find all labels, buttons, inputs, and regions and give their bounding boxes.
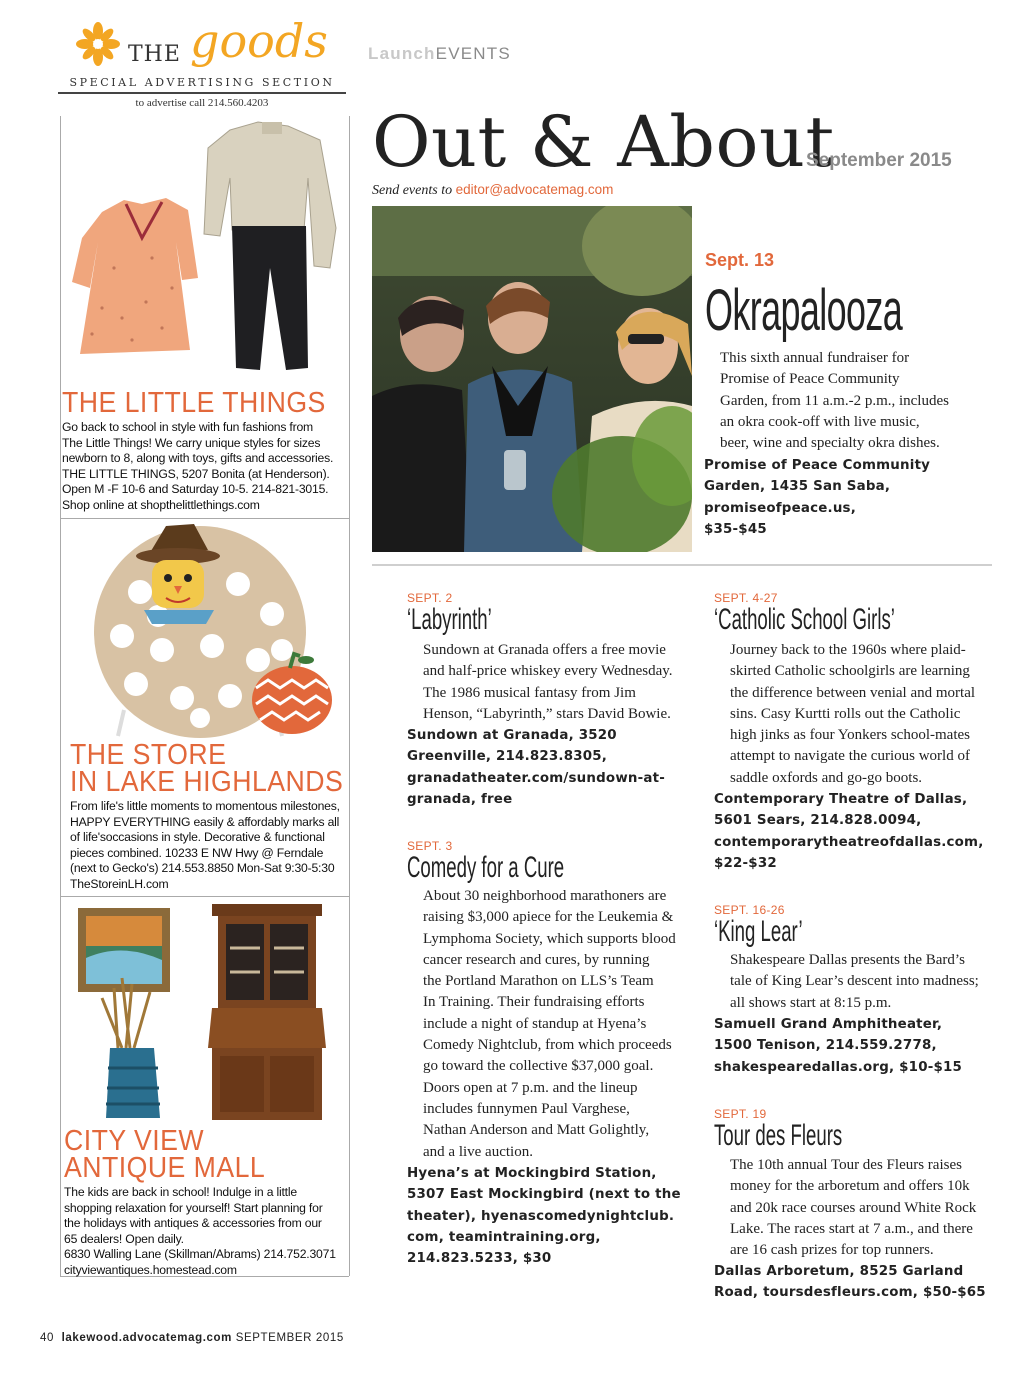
event-venue bbox=[714, 1261, 1014, 1304]
ad-body-line: HAPPY EVERYTHING easily & affordably marks all bbox=[70, 814, 340, 829]
feature-separator bbox=[372, 564, 992, 566]
desc-line: sins. Casy Kurtti rolls out the Catholic bbox=[730, 705, 961, 722]
event-date: SEPT. 3 bbox=[407, 839, 453, 853]
venue-line: $35-$45 bbox=[704, 521, 767, 537]
event-venue bbox=[714, 789, 1014, 874]
venue-line[interactable]: granadatheater.com/sundown-at- bbox=[407, 770, 665, 786]
ad-body-line: of life'soccasions in style. Decorative & functional bbox=[70, 830, 325, 845]
feature-description bbox=[720, 348, 1000, 454]
ad-store-lake-highlands[interactable] bbox=[70, 739, 346, 893]
event-description bbox=[730, 950, 1018, 1014]
ad-body-line: cityviewantiques.homestead.com bbox=[64, 1262, 237, 1277]
desc-line: About 30 neighborhood marathoners are bbox=[423, 888, 667, 904]
sidebar-divider bbox=[60, 518, 349, 519]
ad-body-line: (next to Gecko's) 214.553.8850 Mon-Sat 9:30-5:30 bbox=[70, 861, 335, 876]
send-events-email-link[interactable]: editor@advocatemag.com bbox=[455, 182, 614, 197]
plate-image bbox=[62, 520, 346, 740]
event-venue bbox=[407, 725, 703, 810]
desc-line: raising $3,000 apiece for the Leukemia & bbox=[423, 909, 674, 926]
event-venue bbox=[714, 1014, 1014, 1078]
sidebar-divider bbox=[60, 896, 349, 897]
section-label: SPECIAL ADVERTISING SECTION bbox=[69, 76, 335, 89]
venue-line: Greenville, 214.823.8305, bbox=[407, 749, 608, 765]
ad-body bbox=[70, 799, 346, 893]
sidebar-top-rule bbox=[58, 92, 346, 94]
feature-photo bbox=[372, 206, 692, 552]
venue-line[interactable]: promiseofpeace.us, bbox=[704, 500, 857, 516]
event-description bbox=[730, 640, 1018, 789]
venue-line: Hyena’s at Mockingbird Station, bbox=[407, 1166, 657, 1181]
event-date: SEPT. 19 bbox=[714, 1107, 767, 1121]
ad-title: ANTIQUE MALL bbox=[64, 1152, 266, 1184]
ad-body bbox=[62, 420, 346, 514]
advertise-line: to advertise call 214.560.4203 bbox=[135, 97, 269, 109]
event-title: ‘Catholic School Girls’ bbox=[714, 603, 895, 636]
kicker-events: EVENTS bbox=[435, 44, 511, 63]
send-events-line bbox=[372, 182, 613, 199]
ad-body-line: From life's little moments to momentous milestones, bbox=[70, 799, 340, 813]
clothing-image bbox=[62, 118, 346, 390]
footer-site-link[interactable]: lakewood.advocatemag.com bbox=[61, 1332, 232, 1344]
feature-date: Sept. 13 bbox=[705, 250, 775, 270]
ad-title: IN LAKE HIGHLANDS bbox=[70, 766, 344, 798]
antiques-image bbox=[62, 898, 346, 1126]
event-title: Comedy for a Cure bbox=[407, 851, 565, 884]
ad-body-line: pieces combined. 10233 E NW Hwy @ Ferndale bbox=[70, 845, 324, 860]
desc-line: and half-price whiskey every Wednesday. bbox=[423, 663, 673, 680]
desc-line: This sixth annual fundraiser for bbox=[720, 350, 910, 366]
brand-goods: goods bbox=[190, 14, 328, 68]
event-title: Tour des Fleurs bbox=[714, 1119, 843, 1152]
flower-icon bbox=[76, 22, 120, 66]
desc-line: Lake. The races start at 7 a.m., and there bbox=[730, 1220, 973, 1237]
ad-body-line: Open M -F 10-6 and Saturday 10-5. 214-821-3015. bbox=[62, 482, 329, 497]
issue-date: September 2015 bbox=[806, 150, 952, 171]
venue-line: 5601 Sears, 214.828.0094, bbox=[714, 813, 922, 829]
ad-title: THE STORE bbox=[70, 739, 227, 771]
desc-line: Comedy Nightclub, from which proceeds bbox=[423, 1037, 672, 1054]
event-date: SEPT. 4-27 bbox=[714, 591, 778, 605]
desc-line: In Training. Their fundraising efforts bbox=[423, 994, 645, 1011]
desc-line: money for the arboretum and offers 10k bbox=[730, 1178, 970, 1195]
desc-line: Sundown at Granada offers a free movie bbox=[423, 642, 666, 658]
venue-line[interactable]: contemporarytheatreofdallas.com, bbox=[714, 834, 984, 850]
desc-line: high jinks as four Yonkers school-mates bbox=[730, 727, 970, 744]
desc-line: attempt to navigate the curious world of bbox=[730, 748, 970, 765]
ad-body-line: 6830 Walling Lane (Skillman/Abrams) 214.752.3071 bbox=[64, 1247, 336, 1262]
venue-line: granada, free bbox=[407, 791, 513, 807]
venue-line: Promise of Peace Community bbox=[704, 458, 931, 473]
desc-line: The 1986 musical fantasy from Jim bbox=[423, 684, 636, 701]
page-footer bbox=[40, 1332, 344, 1344]
venue-line[interactable]: theater), hyenascomedynightclub. bbox=[407, 1208, 675, 1224]
event-description bbox=[730, 1155, 1018, 1261]
brand-logo bbox=[72, 14, 352, 78]
desc-line: skirted Catholic schoolgirls are learning bbox=[730, 663, 970, 680]
ad-body-line: 65 dealers! Open daily. bbox=[64, 1231, 184, 1246]
venue-line: $22-$32 bbox=[714, 855, 777, 871]
desc-line: the difference between venial and mortal bbox=[730, 684, 976, 701]
venue-line: Dallas Arboretum, 8525 Garland bbox=[714, 1264, 964, 1279]
event-description bbox=[423, 886, 707, 1163]
desc-line: Promise of Peace Community bbox=[720, 371, 900, 388]
desc-line: include a night of standup at Hyena’s bbox=[423, 1015, 647, 1032]
send-events-prefix: Send events to bbox=[372, 183, 456, 198]
ad-body-line: shopping relaxation for yourself! Start planning for bbox=[64, 1200, 323, 1215]
venue-line: Contemporary Theatre of Dallas, bbox=[714, 792, 968, 807]
event-title: ‘Labyrinth’ bbox=[407, 603, 492, 636]
desc-line: Garden, from 11 a.m.-2 p.m., includes bbox=[720, 392, 949, 409]
venue-line: 5307 East Mockingbird (next to the bbox=[407, 1187, 681, 1203]
venue-line[interactable]: Road, toursdesfleurs.com, $50-$65 bbox=[714, 1285, 986, 1301]
footer-month: SEPTEMBER 2015 bbox=[235, 1332, 344, 1344]
desc-line: and a live auction. bbox=[423, 1143, 533, 1160]
desc-line: saddle oxfords and go-go boots. bbox=[730, 769, 923, 786]
desc-line: Doors open at 7 p.m. and the lineup bbox=[423, 1079, 638, 1096]
ad-body-line: The Little Things! We carry unique styles for sizes bbox=[62, 435, 321, 450]
desc-line: Shakespeare Dallas presents the Bard’s bbox=[730, 952, 965, 968]
venue-line[interactable]: shakespearedallas.org, $10-$15 bbox=[714, 1059, 963, 1075]
ad-body-line: Go back to school in style with fun fashions from bbox=[62, 420, 313, 434]
desc-line: an okra cook-off with live music, bbox=[720, 413, 920, 430]
section-kicker bbox=[368, 44, 511, 64]
ad-body-line: TheStoreinLH.com bbox=[70, 876, 169, 891]
ad-body-line: THE LITTLE THINGS, 5207 Bonita (at Henderson). bbox=[62, 466, 330, 481]
ad-body bbox=[64, 1185, 346, 1279]
brand-the: THE bbox=[128, 42, 181, 67]
desc-line: Lymphoma Society, which supports blood bbox=[423, 930, 676, 947]
event-date: SEPT. 2 bbox=[407, 591, 453, 605]
ad-title: CITY VIEW bbox=[64, 1125, 205, 1157]
ad-body-line: newborn to 8, along with toys, gifts and accessories. bbox=[62, 451, 334, 466]
desc-line: Henson, “Labyrinth,” stars David Bowie. bbox=[423, 705, 671, 722]
event-description bbox=[423, 640, 703, 725]
kicker-launch: Launch bbox=[368, 44, 436, 63]
ad-little-things[interactable] bbox=[62, 387, 346, 514]
event-venue bbox=[407, 1163, 703, 1269]
desc-line: Nathan Anderson and Matt Golightly, bbox=[423, 1122, 650, 1139]
event-date: SEPT. 16-26 bbox=[714, 903, 785, 917]
venue-line: Sundown at Granada, 3520 bbox=[407, 728, 617, 743]
desc-line: cancer research and cures, by running bbox=[423, 951, 650, 968]
ad-body-line: the holidays with antiques & accessories from our bbox=[64, 1216, 322, 1231]
venue-line: 214.823.5233, $30 bbox=[407, 1251, 552, 1267]
feature-venue bbox=[704, 455, 994, 540]
desc-line: beer, wine and specialty okra dishes. bbox=[720, 435, 940, 452]
desc-line: and 20k race courses around White Rock bbox=[730, 1199, 977, 1216]
desc-line: includes funnymen Paul Varghese, bbox=[423, 1100, 630, 1117]
venue-line: 1500 Tenison, 214.559.2778, bbox=[714, 1038, 937, 1054]
venue-line: Garden, 1435 San Saba, bbox=[704, 479, 891, 495]
venue-line: Samuell Grand Amphitheater, bbox=[714, 1017, 943, 1032]
desc-line: Journey back to the 1960s where plaid- bbox=[730, 642, 966, 658]
desc-line: the Portland Marathon on LLS’s Team bbox=[423, 973, 654, 990]
desc-line: go toward the collective $37,000 goal. bbox=[423, 1058, 654, 1075]
ad-city-view-antique-mall[interactable] bbox=[64, 1125, 346, 1279]
venue-line[interactable]: com, teamintraining.org, bbox=[407, 1229, 601, 1245]
feature-title: Okrapalooza bbox=[705, 278, 903, 343]
page-number: 40 bbox=[40, 1332, 54, 1344]
page-title: Out & About bbox=[372, 101, 835, 183]
desc-line: all shows start at 8:15 p.m. bbox=[730, 994, 892, 1011]
ad-title: THE LITTLE THINGS bbox=[62, 387, 326, 419]
desc-line: The 10th annual Tour des Fleurs raises bbox=[730, 1157, 962, 1173]
desc-line: tale of King Lear’s descent into madness; bbox=[730, 973, 979, 990]
desc-line: are 16 cash prizes for top runners. bbox=[730, 1242, 934, 1259]
event-title: ‘King Lear’ bbox=[714, 915, 803, 948]
ad-body-line: The kids are back in school! Indulge in a little bbox=[64, 1185, 297, 1199]
ad-body-line: Shop online at shopthelittlethings.com bbox=[62, 497, 260, 512]
